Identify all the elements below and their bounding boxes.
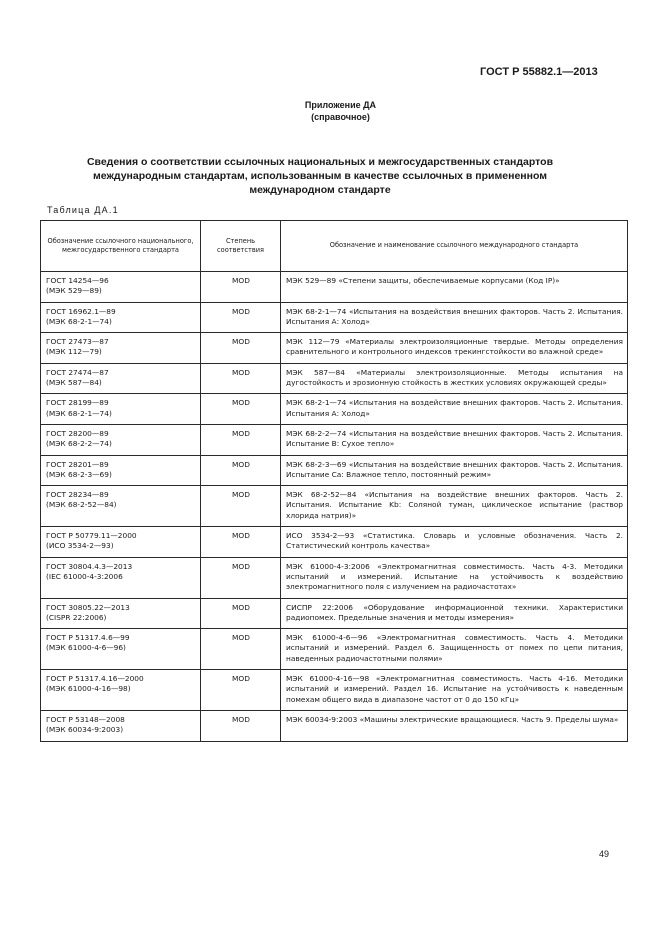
national-standard-cell: ГОСТ 28201—89 (МЭК 68-2-3—69) (41, 455, 201, 486)
degree-cell: MOD (201, 302, 281, 333)
degree-cell: MOD (201, 598, 281, 629)
degree-cell: MOD (201, 486, 281, 527)
table-caption: Таблица ДА.1 (47, 205, 119, 215)
table-row (41, 710, 628, 741)
international-standard-cell: МЭК 587—84 «Материалы электроизоляционные. Методы испытания на дугостойкость и эрозионную стойкость в жестких условиях окружающей среды» (281, 363, 628, 394)
national-standard-cell: ГОСТ 30805.22—2013 (CISPR 22:2006) (41, 598, 201, 629)
table-row (41, 302, 628, 333)
section-heading: Сведения о соответствии ссылочных национальных и межгосударственных стандартов международным стандартам, использованным в качестве ссылочных в примененном международном стандарте (86, 156, 554, 196)
national-standard-cell: ГОСТ 27473—87 (МЭК 112—79) (41, 333, 201, 364)
degree-cell: MOD (201, 557, 281, 598)
international-standard-cell: МЭК 68-2-1—74 «Испытания на воздействие внешних факторов. Часть 2. Испытания. Испытания А: Холод» (281, 394, 628, 425)
national-standard-cell: ГОСТ 14254—96 (МЭК 529—89) (41, 272, 201, 303)
page-number: 49 (599, 849, 610, 859)
international-standard-cell: МЭК 68-2-52—84 «Испытания на воздействие внешних факторов. Часть 2. Испытания. Испытание Kb: Соляной туман, циклическое испытание (раствор хлорида натрия)» (281, 486, 628, 527)
national-standard-cell: ГОСТ 28199—89 (МЭК 68-2-1—74) (41, 394, 201, 425)
international-standard-cell: ИСО 3534-2—93 «Статистика. Словарь и условные обозначения. Часть 2. Статистический контроль качества» (281, 527, 628, 558)
appendix-title: Приложение ДА (304, 100, 377, 110)
degree-cell: MOD (201, 394, 281, 425)
international-standard-cell: МЭК 529—89 «Степени защиты, обеспечиваемые корпусами (Код IP)» (281, 272, 628, 303)
international-standard-cell: СИСПР 22:2006 «Оборудование информационной техники. Характеристики радиопомех. Предельные значения и методы измерения» (281, 598, 628, 629)
degree-cell: MOD (201, 424, 281, 455)
international-standard-cell: МЭК 61000-4-16—98 «Электромагнитная совместимость. Часть 4-16. Методики испытаний и измерений. Раздел 16. Испытание на устойчивость к наведенным помехам общего вида в диапазоне частот от 0 до 150 кГц» (281, 670, 628, 711)
international-standard-cell: МЭК 61000-4-3:2006 «Электромагнитная совместимость. Часть 4-3. Методики испытаний и измерений. Испытание на устойчивость к воздействию электромагнитного поля с излучением на радиочастотах» (281, 557, 628, 598)
national-standard-cell: ГОСТ 27474—87 (МЭК 587—84) (41, 363, 201, 394)
header-degree: Степень соответствия (201, 221, 281, 272)
national-standard-cell: ГОСТ Р 50779.11—2000 (ИСО 3534-2—93) (41, 527, 201, 558)
degree-cell: MOD (201, 455, 281, 486)
national-standard-cell: ГОСТ Р 51317.4.6—99 (МЭК 61000-4-6—96) (41, 629, 201, 670)
national-standard-cell: ГОСТ 30804.4.3—2013 (IEC 61000-4-3:2006 (41, 557, 201, 598)
table-row (41, 629, 628, 670)
degree-cell: MOD (201, 629, 281, 670)
national-standard-cell: ГОСТ Р 51317.4.16—2000 (МЭК 61000-4-16—98) (41, 670, 201, 711)
international-standard-cell: МЭК 60034-9:2003 «Машины электрические вращающиеся. Часть 9. Пределы шума» (281, 710, 628, 741)
international-standard-cell: МЭК 68-2-1—74 «Испытания на воздействия внешних факторов. Часть 2. Испытания. Испытания А: Холод» (281, 302, 628, 333)
table-row (41, 486, 628, 527)
table-row (41, 598, 628, 629)
national-standard-cell: ГОСТ Р 53148—2008 (МЭК 60034-9:2003) (41, 710, 201, 741)
appendix-subtitle: (справочное) (311, 112, 370, 122)
degree-cell: MOD (201, 272, 281, 303)
national-standard-cell: ГОСТ 28200—89 (МЭК 68-2-2—74) (41, 424, 201, 455)
degree-cell: MOD (201, 333, 281, 364)
table-row (41, 363, 628, 394)
header-national-standard: Обозначение ссылочного национального, межгосударственного стандарта (41, 221, 201, 272)
degree-cell: MOD (201, 710, 281, 741)
document-code: ГОСТ Р 55882.1—2013 (480, 66, 598, 78)
degree-cell: MOD (201, 363, 281, 394)
table-row (41, 272, 628, 303)
national-standard-cell: ГОСТ 28234—89 (МЭК 68-2-52—84) (41, 486, 201, 527)
table-row (41, 424, 628, 455)
international-standard-cell: МЭК 68-2-3—69 «Испытания на воздействие внешних факторов. Часть 2. Испытания. Испытание Са: Влажное тепло, постоянный режим» (281, 455, 628, 486)
national-standard-cell: ГОСТ 16962.1—89 (МЭК 68-2-1—74) (41, 302, 201, 333)
table-row (41, 670, 628, 711)
table-row (41, 527, 628, 558)
degree-cell: MOD (201, 527, 281, 558)
table-row (41, 557, 628, 598)
table-row (41, 394, 628, 425)
international-standard-cell: МЭК 112—79 «Материалы электроизоляционные твердые. Методы определения сравнительного и контрольного индексов трекингстойкости во влажной среде» (281, 333, 628, 364)
degree-cell: MOD (201, 670, 281, 711)
header-international-standard: Обозначение и наименование ссылочного международного стандарта (281, 221, 628, 272)
table-row (41, 455, 628, 486)
appendix-title-block (0, 99, 661, 123)
table-row (41, 333, 628, 364)
international-standard-cell: МЭК 68-2-2—74 «Испытания на воздействие внешних факторов. Часть 2. Испытания. Испытание В: Сухое тепло» (281, 424, 628, 455)
table-header-row (41, 221, 628, 272)
correspondence-table (40, 220, 628, 742)
international-standard-cell: МЭК 61000-4-6—96 «Электромагнитная совместимость. Часть 4. Методики испытаний и измерений. Раздел 6. Защищенность от помех по цепи питания, наведенных радиочастотными полями» (281, 629, 628, 670)
